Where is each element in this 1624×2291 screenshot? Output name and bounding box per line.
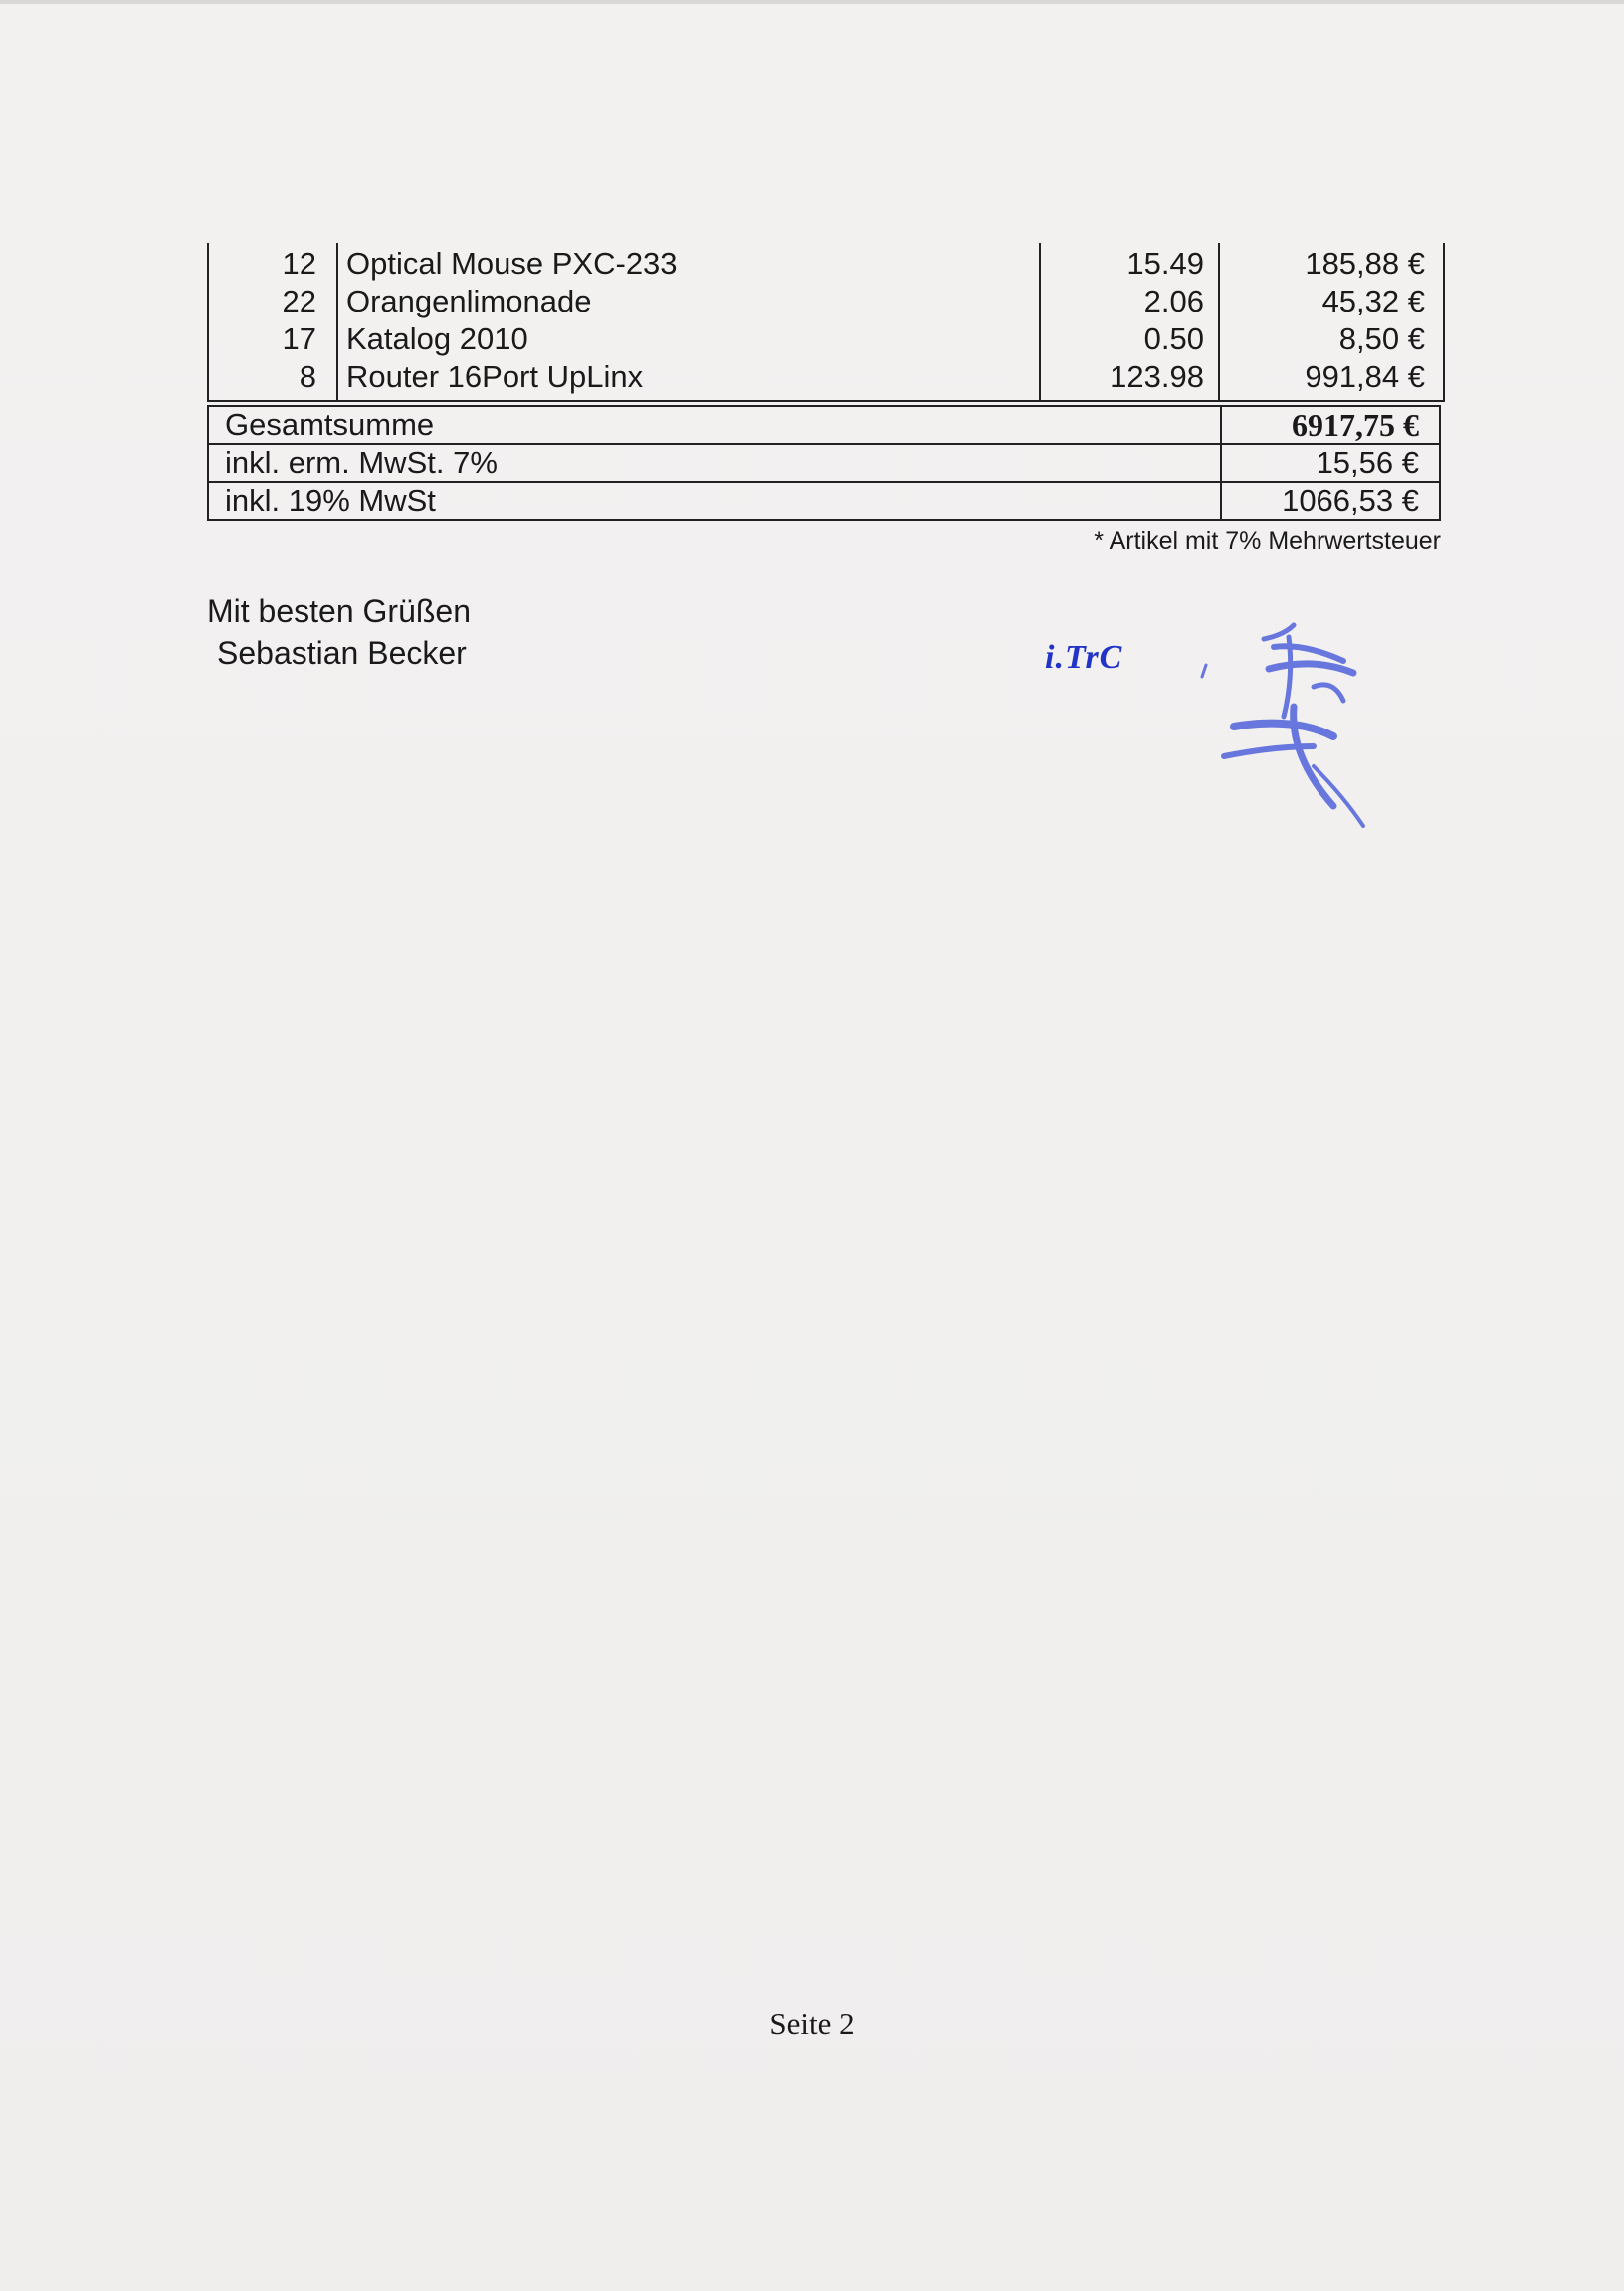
item-price: 123.98 bbox=[1110, 359, 1204, 394]
summary-table bbox=[207, 405, 1441, 521]
vat-value: 1066,53 € bbox=[1282, 483, 1419, 518]
item-qty: 12 bbox=[282, 246, 316, 281]
summary-row-reduced-vat bbox=[209, 444, 1439, 482]
handwritten-signature bbox=[1194, 617, 1413, 836]
item-price: 15.49 bbox=[1126, 246, 1204, 281]
item-qty: 22 bbox=[282, 284, 316, 318]
vat-label: inkl. 19% MwSt bbox=[225, 483, 436, 518]
top-edge-line bbox=[0, 0, 1624, 4]
items-table bbox=[207, 243, 1445, 402]
table-row bbox=[209, 320, 1443, 358]
item-total: 8,50 € bbox=[1338, 321, 1425, 356]
total-value: 6917,75 € bbox=[1292, 407, 1419, 443]
reduced-vat-value: 15,56 € bbox=[1316, 445, 1419, 480]
page-number: Seite 2 bbox=[769, 2006, 855, 2041]
closing-greeting: Mit besten Grüßen bbox=[207, 593, 471, 629]
summary-row-total bbox=[209, 406, 1439, 444]
reduced-vat-label: inkl. erm. MwSt. 7% bbox=[225, 445, 498, 480]
item-price: 0.50 bbox=[1143, 321, 1204, 356]
item-price: 2.06 bbox=[1143, 284, 1204, 318]
item-qty: 17 bbox=[282, 321, 316, 356]
total-label: Gesamtsumme bbox=[225, 407, 435, 442]
item-total: 991,84 € bbox=[1305, 359, 1425, 394]
item-total: 185,88 € bbox=[1305, 246, 1425, 281]
table-row bbox=[209, 245, 1443, 283]
table-row bbox=[209, 358, 1443, 396]
table-row bbox=[209, 283, 1443, 320]
summary-row-vat bbox=[209, 482, 1439, 520]
item-qty: 8 bbox=[299, 359, 316, 394]
item-name: Orangenlimonade bbox=[346, 284, 592, 318]
company-stamp: i.TrC bbox=[1045, 639, 1123, 676]
item-name: Katalog 2010 bbox=[346, 321, 528, 356]
item-name: Router 16Port UpLinx bbox=[346, 359, 644, 394]
item-total: 45,32 € bbox=[1321, 284, 1425, 318]
vat-footnote: * Artikel mit 7% Mehrwertsteuer bbox=[1094, 527, 1441, 555]
signer-name: Sebastian Becker bbox=[217, 635, 467, 671]
item-name: Optical Mouse PXC-233 bbox=[346, 246, 678, 281]
